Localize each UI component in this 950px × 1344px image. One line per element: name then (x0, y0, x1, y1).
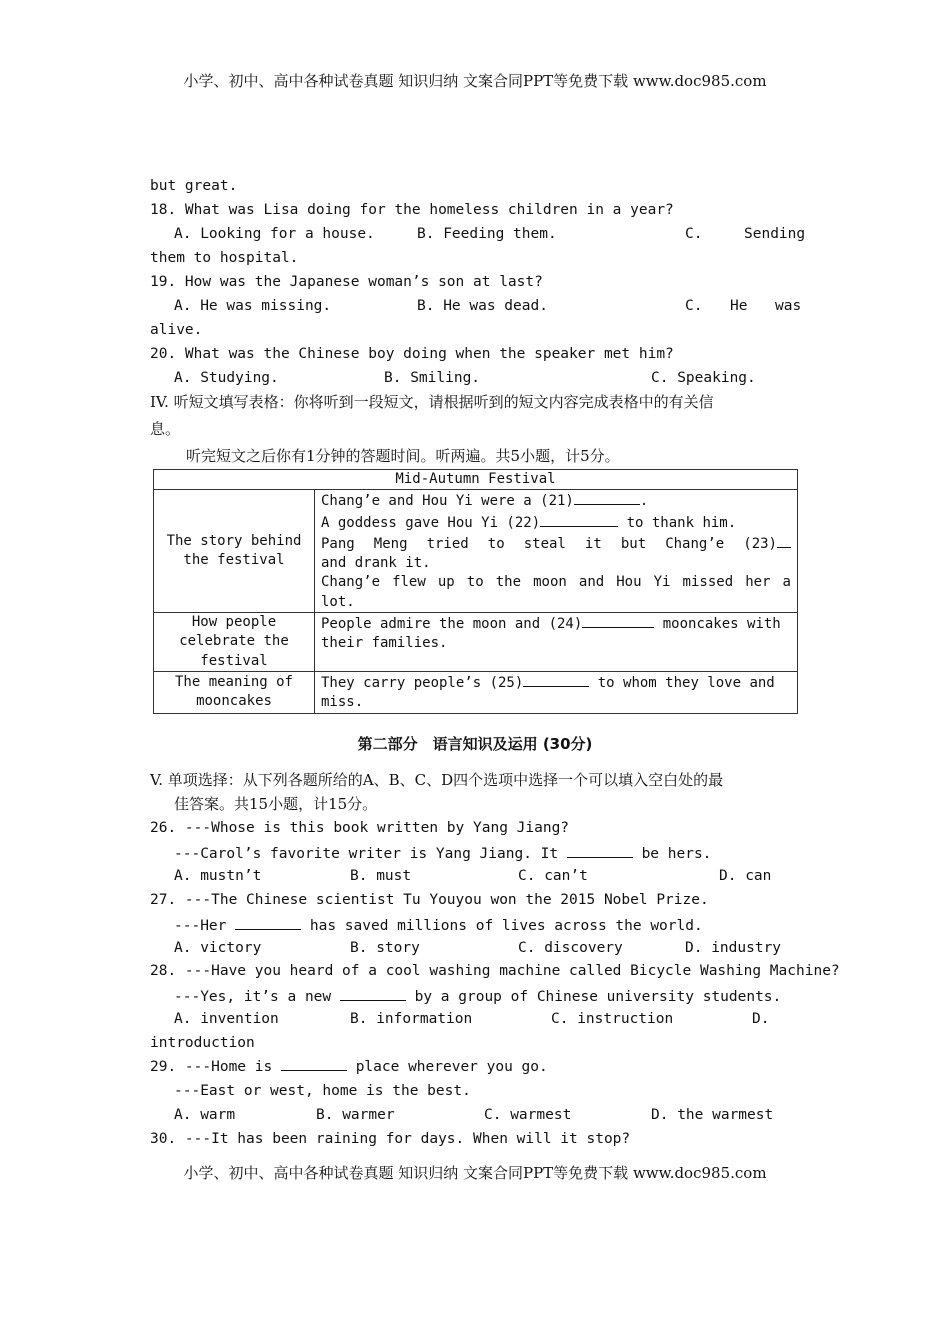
blank-24-end: mooncakes with their families. (321, 616, 781, 652)
blank-23-end: and drank it. (321, 555, 431, 572)
q30-line1: 30. ---It has been raining for days. When will it stop? (150, 1131, 631, 1147)
q18-option-b: B. Feeding them. (417, 226, 557, 242)
blank-25[interactable] (523, 672, 589, 687)
q26-line1: 26. ---Whose is this book written by Yang Jiang? (150, 820, 570, 836)
q29-option-b: B. warmer (316, 1107, 395, 1123)
blank-23[interactable] (777, 533, 791, 548)
q28-option-d-text: introduction (150, 1035, 255, 1051)
row-celebrate-content (315, 613, 798, 672)
blank-23-text: Pang Meng tried to steal it but Chang’e (23) (321, 535, 777, 552)
q27-blank[interactable] (235, 915, 301, 930)
blank-22[interactable] (540, 512, 618, 527)
q20-option-b: B. Smiling. (384, 370, 481, 386)
q27-line1: 27. ---The Chinese scientist Tu Youyou won the 2015 Nobel Prize. (150, 892, 709, 908)
q28-line1: 28. ---Have you heard of a cool washing machine called Bicycle Washing Machine? (150, 963, 840, 979)
q20-stem: 20. What was the Chinese boy doing when the speaker met him? (150, 346, 674, 362)
q20-option-c: C. Speaking. (651, 370, 756, 386)
blank-22-end: to thank him. (618, 514, 737, 531)
q28-option-d-label: D. (752, 1011, 770, 1027)
blank-22-text: A goddess gave Hou Yi (22) (321, 514, 541, 531)
q18-option-c-label: C. (685, 226, 703, 242)
page-header: 小学、初中、高中各种试卷真题 知识归纳 文案合同PPT等免费下载 www.doc985.com (183, 72, 767, 90)
blank-21-text: Chang’e and Hou Yi were a (21) (321, 493, 574, 510)
q18-option-c-cont: them to hospital. (150, 250, 299, 266)
q27-option-c: C. discovery (518, 940, 623, 956)
q28-line2-text: ---Yes, it’s a new (174, 989, 332, 1005)
q26-line2 (174, 843, 711, 863)
q26-option-d: D. can (719, 868, 772, 884)
q19-option-c-cont: alive. (150, 322, 203, 338)
q26-line2-text: ---Carol’s favorite writer is Yang Jiang. It (174, 846, 559, 862)
blank-25-text: They carry people’s (25) (321, 674, 524, 691)
blank-21-end: . (639, 493, 649, 510)
q28-blank[interactable] (340, 986, 406, 1001)
q29-blank[interactable] (281, 1056, 347, 1071)
q28-line2-end: by a group of Chinese university students. (414, 989, 782, 1005)
q27-option-d: D. industry (685, 940, 782, 956)
table-caption: Mid-Autumn Festival (154, 470, 798, 490)
q27-line2-end: has saved millions of lives across the world. (309, 918, 703, 934)
q19-option-a: A. He was missing. (174, 298, 332, 314)
q19-option-c-word1: He (730, 298, 748, 314)
q26-blank[interactable] (567, 843, 633, 858)
festival-table (153, 469, 798, 714)
row-story-content (315, 490, 798, 613)
page-footer: 小学、初中、高中各种试卷真题 知识归纳 文案合同PPT等免费下载 www.doc985.com (183, 1164, 767, 1182)
q29-option-d: D. the warmest (651, 1107, 774, 1123)
q19-option-c-label: C. (685, 298, 703, 314)
row-story-label: The story behind the festival (154, 490, 315, 613)
q19-stem: 19. How was the Japanese woman’s son at last? (150, 274, 543, 290)
q29-line1-end: place wherever you go. (355, 1059, 548, 1075)
q18-stem: 18. What was Lisa doing for the homeless children in a year? (150, 202, 674, 218)
blank-25-end: to whom they love and miss. (321, 674, 775, 711)
part4-instruction-line2: 息。 (150, 420, 181, 438)
q19-option-c-word2: was (775, 298, 802, 314)
row-meaning-content (315, 671, 798, 713)
part4-instruction-line3: 听完短文之后你有1分钟的答题时间。听两遍。共5小题，计5分。 (186, 447, 620, 465)
q29-option-c: C. warmest (484, 1107, 572, 1123)
row-celebrate-label: How people celebrate the festival (154, 613, 315, 672)
part2-title: 第二部分 语言知识及运用 (30分) (357, 735, 593, 753)
blank-21[interactable] (574, 490, 640, 505)
q28-option-c: C. instruction (551, 1011, 674, 1027)
q18-option-c-text: Sending (744, 226, 806, 242)
story-line-4: Chang’e flew up to the moon and Hou Yi missed her a lot. (321, 574, 791, 610)
q28-option-b: B. information (350, 1011, 473, 1027)
part5-instruction-line1: V. 单项选择：从下列各题所给的A、B、C、D四个选项中选择一个可以填入空白处的最 (150, 771, 724, 789)
q29-line1-text: 29. ---Home is (150, 1059, 273, 1075)
q26-option-c: C. can’t (518, 868, 588, 884)
q29-line1 (150, 1056, 548, 1076)
q20-option-a: A. Studying. (174, 370, 279, 386)
q27-option-b: B. story (350, 940, 420, 956)
q27-line2 (174, 915, 703, 935)
q28-option-a: A. invention (174, 1011, 279, 1027)
q28-line2 (174, 986, 781, 1006)
q26-line2-end: be hers. (641, 846, 712, 862)
blank-24[interactable] (582, 613, 654, 628)
q29-option-a: A. warm (174, 1107, 236, 1123)
q27-option-a: A. victory (174, 940, 262, 956)
continuation-text: but great. (150, 178, 238, 194)
part4-instruction-line1: IV. 听短文填写表格：你将听到一段短文，请根据听到的短文内容完成表格中的有关信 (150, 393, 714, 411)
q26-option-b: B. must (350, 868, 412, 884)
blank-24-text: People admire the moon and (24) (321, 616, 583, 633)
q26-option-a: A. mustn’t (174, 868, 262, 884)
q29-line2: ---East or west, home is the best. (174, 1083, 471, 1099)
row-meaning-label: The meaning of mooncakes (154, 671, 315, 713)
part5-instruction-line2: 佳答案。共15小题，计15分。 (174, 795, 378, 813)
q27-line2-text: ---Her (174, 918, 227, 934)
q19-option-b: B. He was dead. (417, 298, 548, 314)
q18-option-a: A. Looking for a house. (174, 226, 375, 242)
